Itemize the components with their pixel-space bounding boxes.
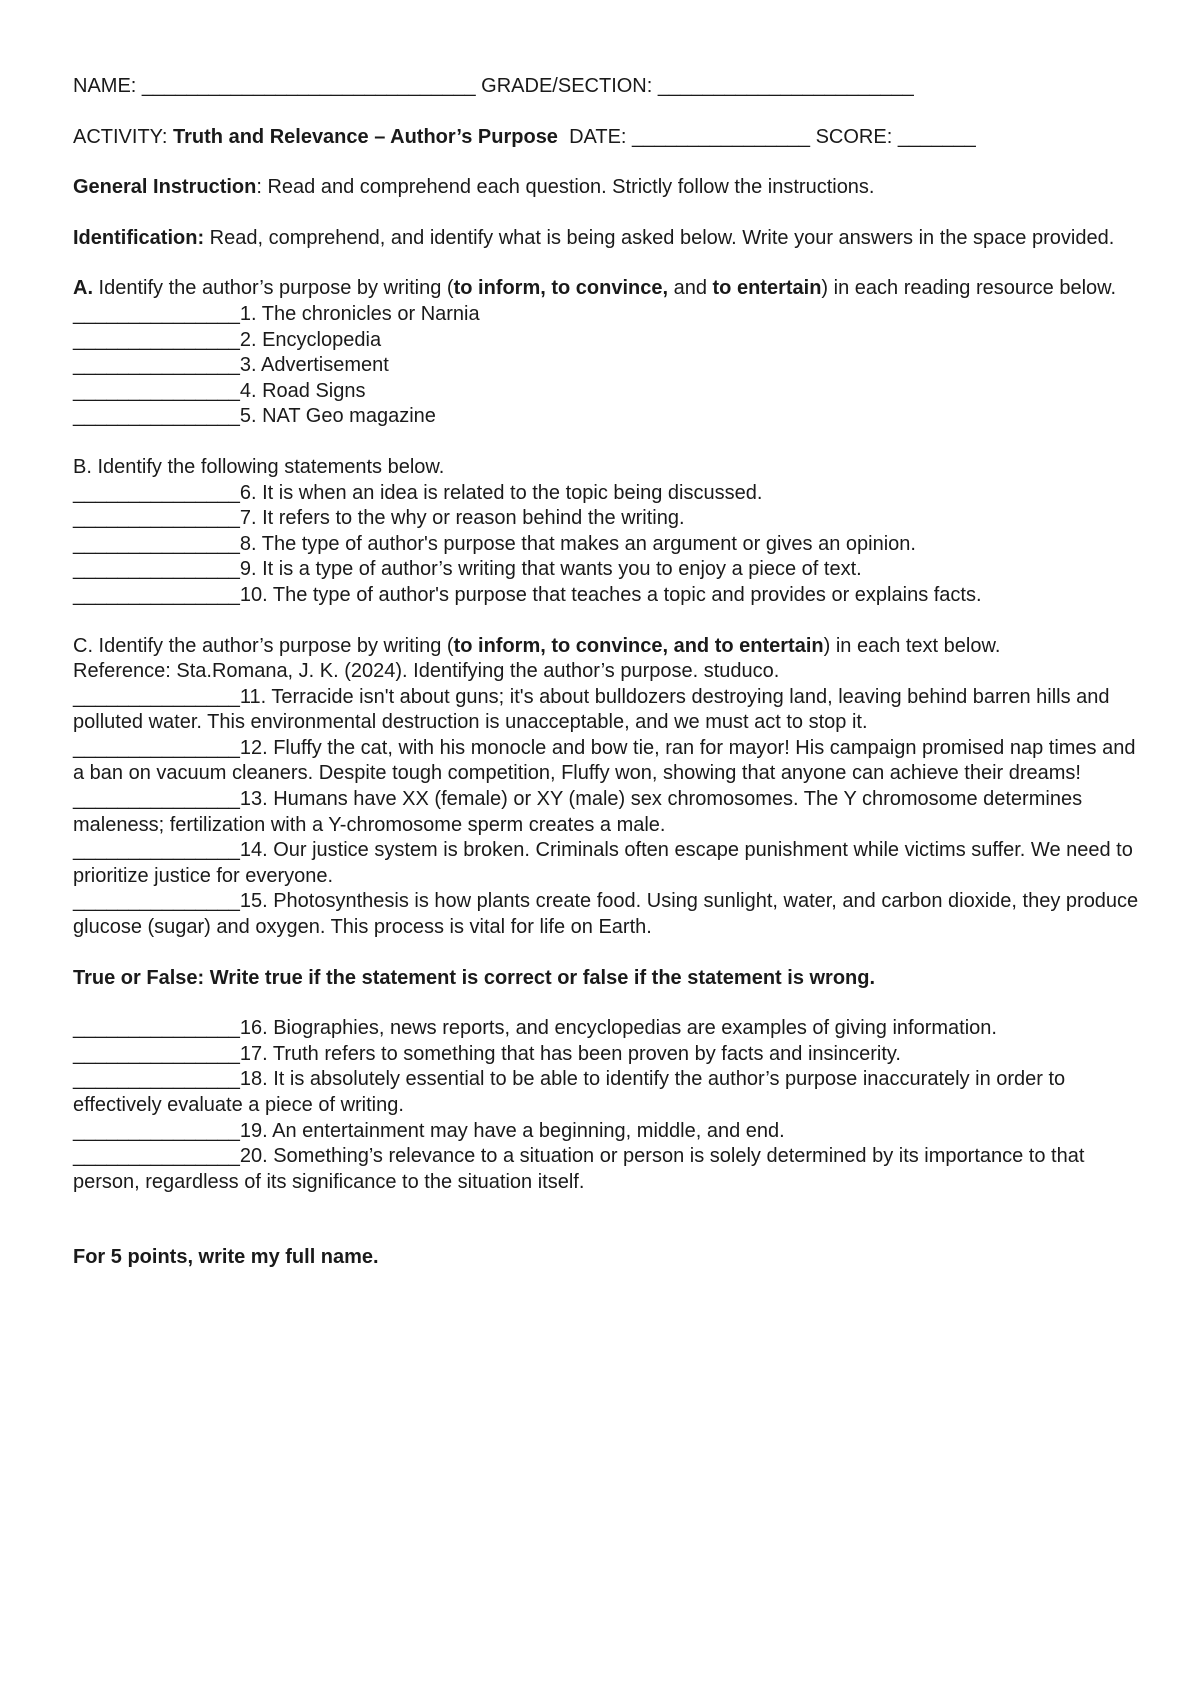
question-text: 5. NAT Geo magazine [239, 405, 436, 428]
name-blank: ______________________________ [141, 75, 476, 97]
question-item[interactable] [73, 1067, 1141, 1118]
date-blank: ________________ [632, 125, 811, 148]
section-c-reference: Reference: Sta.Romana, J. K. (2024). Identifying the author’s purpose. studuco. [73, 660, 780, 683]
section-c-instruction [73, 634, 1141, 660]
answer-blank[interactable]: _______________ [73, 354, 240, 377]
question-item[interactable] [73, 583, 1141, 609]
date-label: DATE: [569, 125, 627, 148]
answer-blank[interactable]: _______________ [73, 532, 240, 555]
identification-instruction [73, 226, 1141, 252]
question-item[interactable] [73, 889, 1141, 940]
question-item[interactable] [73, 1144, 1141, 1195]
question-item[interactable] [73, 379, 1141, 405]
answer-blank[interactable]: _______________ [73, 839, 240, 862]
question-text: 13. Humans have XX (female) or XY (male) sex chromosomes. The Y chromosome determines maleness; fertilization with a Y-chromosome sperm creates a male. [73, 788, 1083, 836]
answer-blank[interactable]: _______________ [73, 405, 240, 428]
section-a-text-1: Identify the author’s purpose by writing ( [93, 277, 454, 300]
question-text: 6. It is when an idea is related to the topic being discussed. [239, 481, 763, 504]
section-a-letter: A. [73, 277, 93, 300]
answer-blank[interactable]: _______________ [73, 1042, 240, 1065]
general-instruction-label: General Instruction [73, 176, 257, 199]
answer-blank[interactable]: _______________ [73, 328, 240, 351]
question-item[interactable] [73, 481, 1141, 507]
answer-blank[interactable]: _______________ [73, 890, 240, 913]
bonus-question: For 5 points, write my full name. [73, 1246, 379, 1269]
score-label: SCORE: [815, 125, 893, 148]
answer-blank[interactable]: _______________ [73, 1017, 240, 1040]
question-item[interactable] [73, 532, 1141, 558]
question-item[interactable] [73, 787, 1141, 838]
true-false-heading: True or False: Write true if the statement is correct or false if the statement is wrong. [73, 966, 876, 989]
grade-label: GRADE/SECTION: [481, 75, 653, 97]
answer-blank[interactable]: _______________ [73, 1119, 240, 1142]
worksheet-content [73, 74, 1141, 1271]
general-instruction [73, 175, 1141, 201]
question-text: 10. The type of author's purpose that teaches a topic and provides or explains facts. [239, 583, 982, 606]
question-text: 8. The type of author's purpose that makes an argument or gives an opinion. [239, 532, 916, 555]
answer-blank[interactable]: _______________ [73, 685, 240, 708]
answer-blank[interactable]: _______________ [73, 1068, 240, 1091]
identification-label: Identification: [73, 226, 205, 249]
question-item[interactable] [73, 1042, 1141, 1068]
score-blank: _______ [897, 125, 976, 148]
question-item[interactable] [73, 353, 1141, 379]
question-text: 3. Advertisement [239, 354, 389, 377]
header-name-line [73, 74, 1141, 100]
question-item[interactable] [73, 557, 1141, 583]
question-text: 17. Truth refers to something that has been proven by facts and insincerity. [239, 1042, 901, 1065]
question-item[interactable] [73, 328, 1141, 354]
section-c-text-1: C. Identify the author’s purpose by writing ( [73, 634, 454, 657]
question-text: 12. Fluffy the cat, with his monocle and bow tie, ran for mayor! His campaign promised nap times and a ban on vacuum cleaners. Despite tough competition, Fluffy won, showing that anyone can achieve their dreams! [73, 736, 1136, 785]
answer-blank[interactable]: _______________ [73, 1145, 240, 1168]
activity-title: Truth and Relevance – Author’s Purpose [173, 125, 558, 148]
section-c-bold: to inform, to convince, and to entertain [453, 634, 824, 657]
question-text: 11. Terracide isn't about guns; it's about bulldozers destroying land, leaving behind barren hills and polluted water. This environmental destruction is unacceptable, and we must act to stop it. [73, 685, 1110, 734]
question-text: 15. Photosynthesis is how plants create food. Using sunlight, water, and carbon dioxide, they produce glucose (sugar) and oxygen. This process is vital for life on Earth. [73, 890, 1139, 939]
section-c-text-2: ) in each text below. [823, 634, 1001, 657]
answer-blank[interactable]: _______________ [73, 736, 240, 759]
question-text: 19. An entertainment may have a beginning, middle, and end. [239, 1119, 785, 1142]
section-a-instruction [73, 276, 1141, 302]
question-item[interactable] [73, 404, 1141, 430]
question-item[interactable] [73, 838, 1141, 889]
identification-text: Read, comprehend, and identify what is being asked below. Write your answers in the space provided. [204, 226, 1115, 249]
name-label: NAME: [73, 75, 137, 97]
answer-blank[interactable]: _______________ [73, 379, 240, 402]
answer-blank[interactable]: _______________ [73, 558, 240, 581]
section-b-heading: B. Identify the following statements below. [73, 455, 445, 478]
grade-blank: _______________________ [657, 75, 914, 97]
answer-blank[interactable]: _______________ [73, 583, 240, 606]
question-item[interactable] [73, 736, 1141, 787]
question-text: 20. Something’s relevance to a situation or person is solely determined by its importance to that person, regardless of its significance to the situation itself. [73, 1145, 1085, 1193]
question-text: 4. Road Signs [239, 379, 366, 402]
question-text: 9. It is a type of author’s writing that wants you to enjoy a piece of text. [239, 558, 862, 581]
question-item[interactable] [73, 685, 1141, 736]
general-instruction-text: : Read and comprehend each question. Strictly follow the instructions. [256, 176, 875, 199]
answer-blank[interactable]: _______________ [73, 481, 240, 504]
question-text: 14. Our justice system is broken. Criminals often escape punishment while victims suffer. We need to prioritize justice for everyone. [73, 839, 1133, 887]
activity-label: ACTIVITY: [73, 125, 168, 148]
question-text: 7. It refers to the why or reason behind the writing. [239, 507, 685, 530]
question-text: 1. The chronicles or Narnia [239, 302, 480, 325]
section-a-bold-1: to inform, to convince, [453, 277, 669, 300]
question-item[interactable] [73, 1119, 1141, 1145]
section-a-text-3: ) in each reading resource below. [821, 277, 1117, 300]
question-item[interactable] [73, 506, 1141, 532]
question-text: 18. It is absolutely essential to be able to identify the author’s purpose inaccurately in order to effectively evaluate a piece of writing. [73, 1068, 1066, 1116]
question-item[interactable] [73, 302, 1141, 328]
question-text: 16. Biographies, news reports, and encyclopedias are examples of giving information. [239, 1017, 997, 1040]
answer-blank[interactable]: _______________ [73, 507, 240, 530]
answer-blank[interactable]: _______________ [73, 302, 240, 325]
section-a-text-2: and [668, 277, 713, 300]
answer-blank[interactable]: _______________ [73, 788, 240, 811]
section-a-bold-2: to entertain [712, 277, 822, 300]
header-activity-line [73, 125, 1141, 151]
question-item[interactable] [73, 1016, 1141, 1042]
question-text: 2. Encyclopedia [239, 328, 382, 351]
